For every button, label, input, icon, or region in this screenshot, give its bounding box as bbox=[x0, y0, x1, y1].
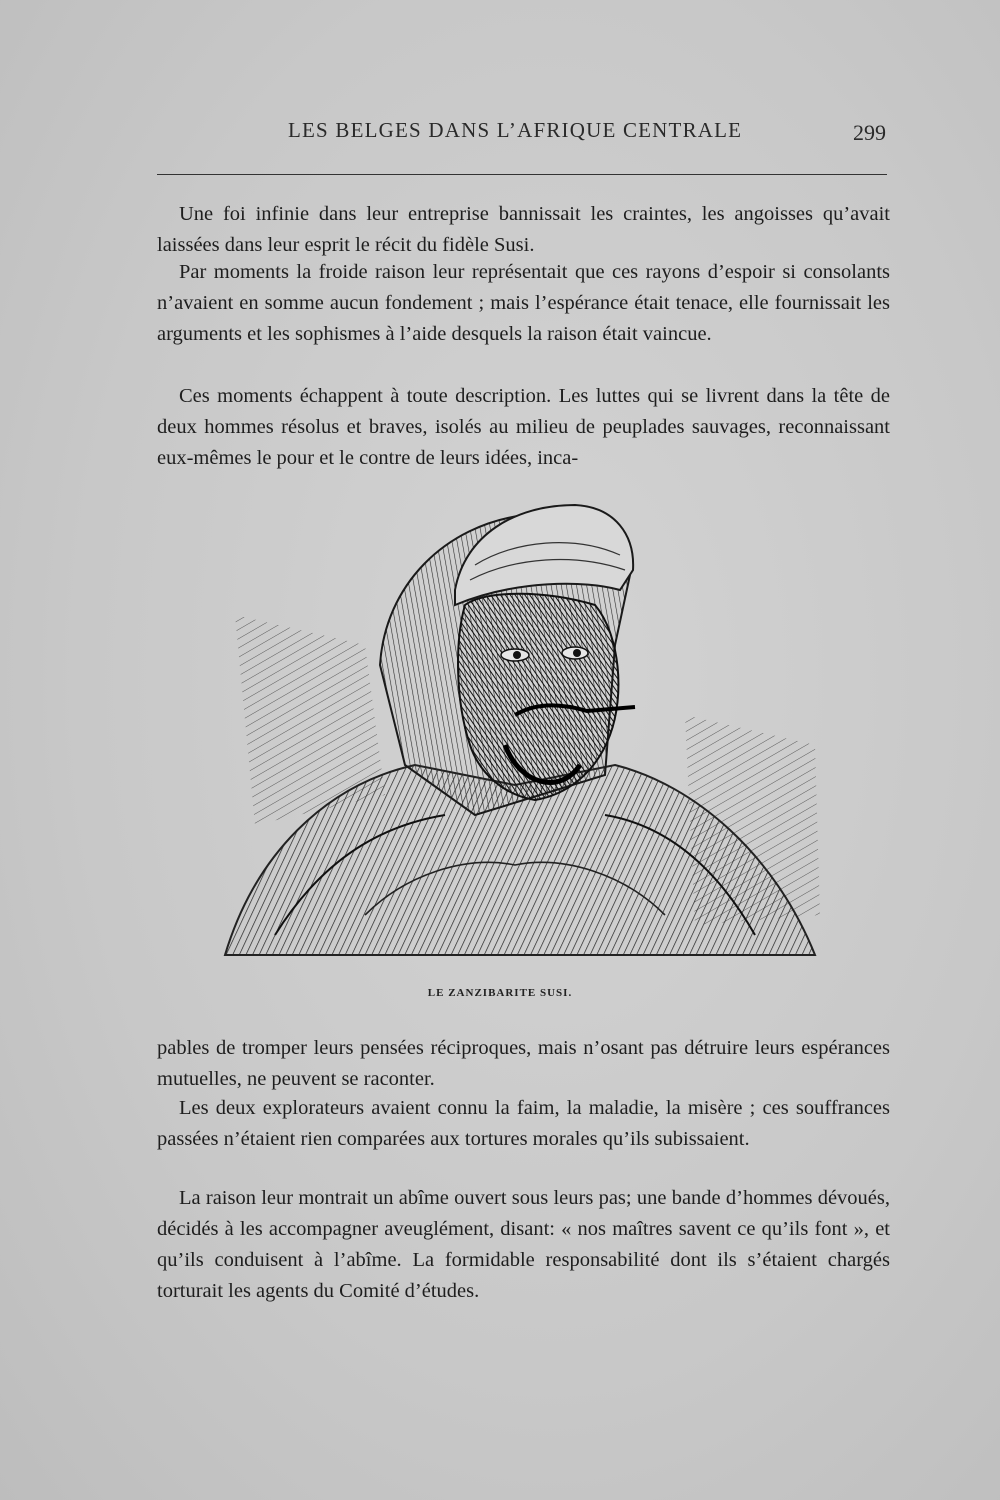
engraved-portrait-illustration bbox=[215, 495, 825, 965]
running-title: LES BELGES DANS L’AFRIQUE CENTRALE bbox=[288, 118, 743, 142]
page-header bbox=[160, 112, 890, 146]
header-rule bbox=[157, 174, 887, 175]
page-number: 299 bbox=[853, 120, 886, 145]
paragraph-3: Ces moments échappent à toute description. Les luttes qui se livrent dans la tête de deux hommes résolus et braves, isolés au milieu de peuplades sauvages, reconnaissant eux-mêmes le pour et le contre de leurs idées, inca- bbox=[157, 385, 890, 469]
paragraph-1: Une foi infinie dans leur entreprise bannissait les craintes, les angoisses qu’avait laissées dans leur esprit le récit du fidèle Susi. bbox=[157, 203, 890, 256]
figure-caption: LE ZANZIBARITE SUSI. bbox=[427, 987, 573, 999]
paragraph-4: pables de tromper leurs pensées réciproques, mais n’osant pas détruire leurs espérances mutuelles, ne peuvent se raconter. bbox=[157, 1037, 890, 1090]
paragraph-6: La raison leur montrait un abîme ouvert sous leurs pas; une bande d’hommes dévoués, décidés à les accompagner aveuglément, disant: « nos maîtres savent ce qu’ils font », et qu’ils conduisent à l’abîme. La formidable responsabilité dont ils s’étaient chargés torturait les agents du Comité d’études. bbox=[157, 1187, 890, 1302]
paragraph-2: Par moments la froide raison leur représentait que ces rayons d’espoir si consolants n’avaient en somme aucun fondement ; mais l’espérance était tenace, elle fournissait les arguments et les sophismes à l’aide desquels la raison était vaincue. bbox=[157, 261, 890, 345]
paragraph-5: Les deux explorateurs avaient connu la faim, la maladie, la misère ; ces souffrances passées n’étaient rien comparées aux tortures morales qu’ils subissaient. bbox=[157, 1097, 890, 1150]
